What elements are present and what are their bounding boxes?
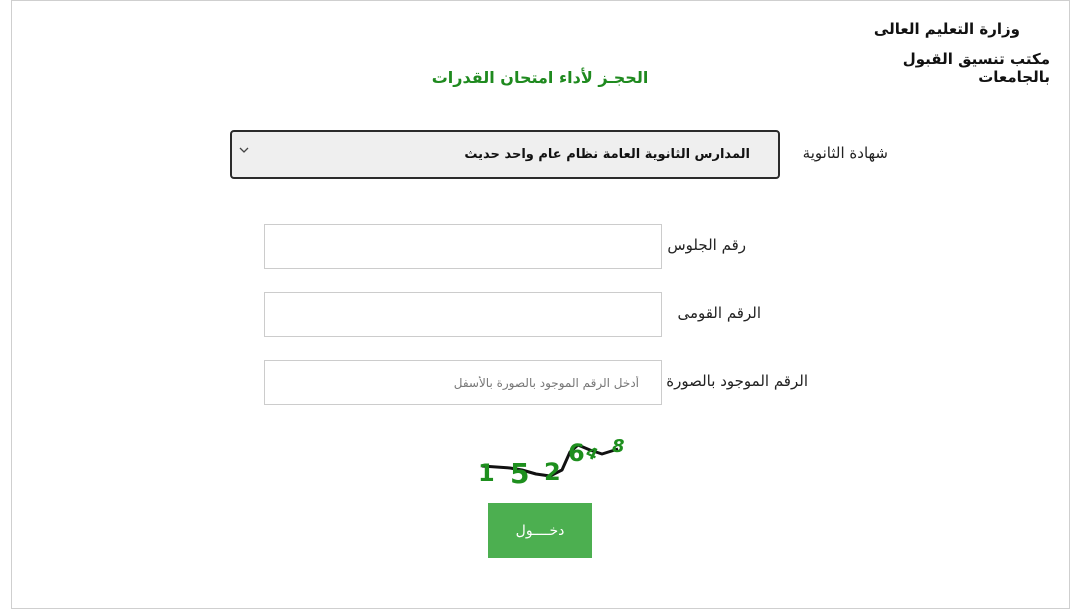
page-title: الحجـز لأداء امتحان القدرات xyxy=(431,68,649,87)
ministry-name: وزارة التعليم العالى xyxy=(873,20,1020,38)
certificate-label: شهادة الثانوية xyxy=(802,144,888,162)
captcha-digit: 5 xyxy=(510,457,530,490)
national-id-input[interactable] xyxy=(264,292,662,337)
seat-number-label: رقم الجلوس xyxy=(667,236,746,254)
national-id-label: الرقم القومى xyxy=(677,304,761,322)
captcha-digit: 8 xyxy=(612,436,625,457)
certificate-selected-value: المدارس الثانوية العامة نظام عام واحد حديث xyxy=(464,147,750,162)
seat-number-input[interactable] xyxy=(264,224,662,269)
captcha-digit: 6 xyxy=(568,439,585,467)
captcha-input[interactable] xyxy=(264,360,662,405)
captcha-label: الرقم الموجود بالصورة xyxy=(666,372,808,390)
captcha-digit: 2 xyxy=(544,458,561,486)
office-name: مكتب تنسيق القبول بالجامعات xyxy=(902,50,1050,86)
chevron-down-icon xyxy=(238,144,250,156)
login-button[interactable]: دخــــول xyxy=(488,503,592,558)
certificate-select[interactable] xyxy=(230,130,780,179)
captcha-digit: 1 xyxy=(478,459,495,487)
captcha-image xyxy=(470,428,640,492)
captcha-digit: 4 xyxy=(582,442,602,465)
